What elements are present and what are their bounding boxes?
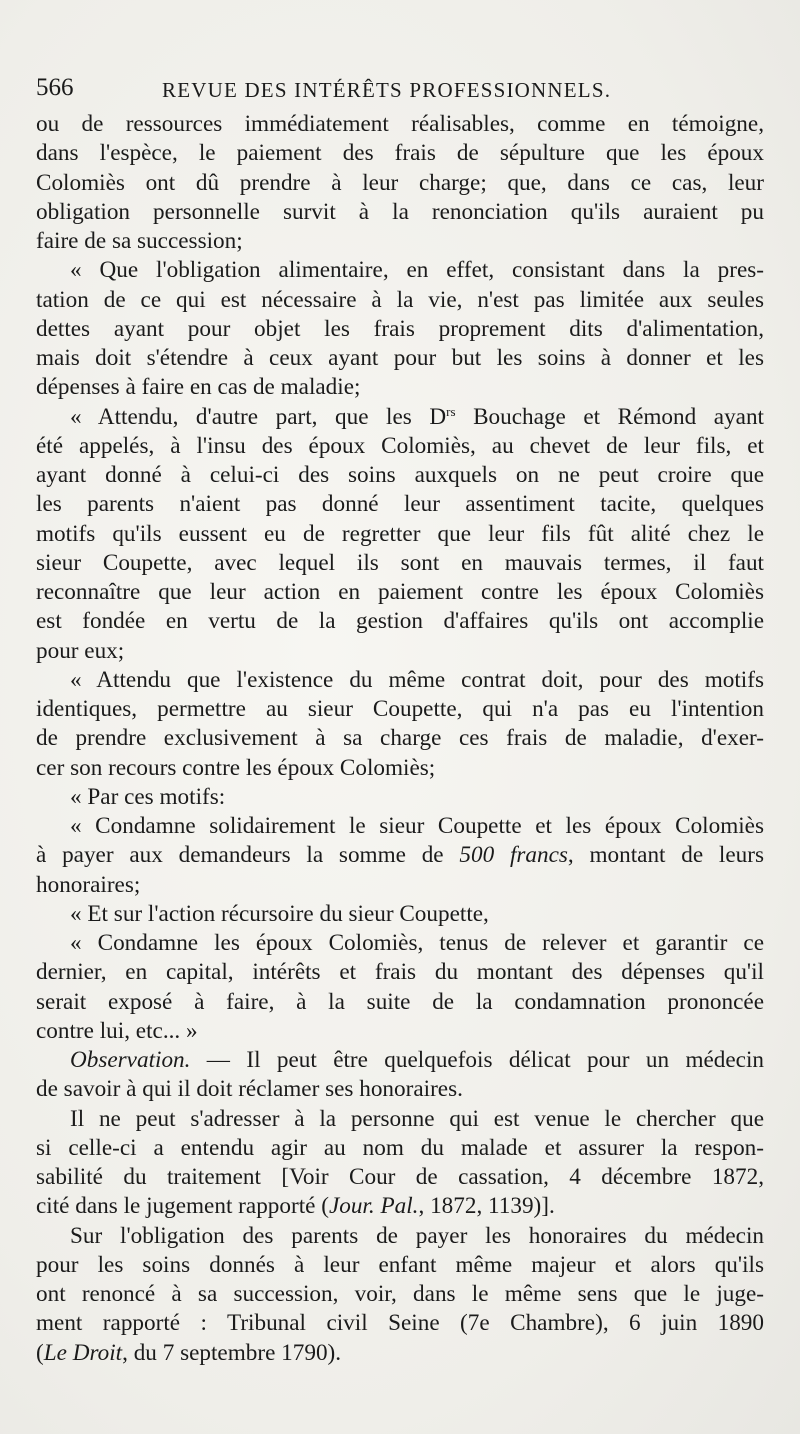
text-line [36,695,764,724]
body-text [36,110,764,1368]
text-line [36,315,764,344]
text-segment: « Attendu, d'autre part, que les D [70,403,447,430]
text-segment: « Par ces motifs: [70,783,226,810]
text-line [36,432,764,461]
text-line [36,1339,764,1368]
text-line [36,110,764,139]
text-line [36,754,764,783]
text-line [36,724,764,753]
text-line [36,958,764,987]
text-segment: reconnaître que leur action en paiement contre les époux Colomiès [36,579,764,605]
text-line [36,169,764,198]
text-segment: , 1872, 1139)]. [418,1193,555,1220]
text-line [36,1280,764,1309]
text-segment: pour les soins donnés à leur enfant même majeur et alors qu'ils [36,1251,764,1278]
text-segment: de prendre exclusivement à sa charge ces frais de maladie, d'exer- [36,725,764,752]
text-segment: dépenses à faire en cas de maladie; [36,374,361,401]
text-segment: 500 francs [459,842,568,869]
text-segment: motifs qu'ils eussent eu de regretter que leur fils fût alité chez le [36,520,764,547]
text-segment: « Que l'obligation alimentaire, en effet, consistant dans la pres- [70,257,764,284]
text-segment: Observation. [70,1047,191,1073]
text-line [36,490,764,519]
text-segment: dans l'espèce, le paiement des frais de sépulture que les époux [36,140,764,167]
text-line [36,1309,764,1338]
text-segment: à payer aux demandeurs la somme de [36,842,460,869]
text-segment: pour eux; [36,637,125,664]
text-line [36,1251,764,1280]
text-segment: « Attendu que l'existence du même contrat doit, pour des motifs [70,666,764,693]
text-line [36,256,764,285]
text-segment: ( [36,1339,44,1366]
text-line [36,988,764,1017]
text-line [36,637,764,666]
text-segment: « Et sur l'action récursoire du sieur Coupette, [70,900,489,927]
text-line [36,783,764,812]
page-number: 566 [36,74,74,101]
text-segment: , du 7 septembre 1790). [122,1339,342,1366]
text-segment: si celle-ci a entendu agir au nom du malade et assurer la respon- [36,1134,764,1161]
text-line [36,1192,764,1221]
text-segment: sabilité du traitement [Voir Cour de cassation, 4 décembre 1872, [36,1164,764,1190]
text-line [36,227,764,256]
text-line [36,1134,764,1163]
text-segment: Jour. Pal. [328,1193,419,1220]
text-segment: Le Droit [43,1339,123,1366]
text-segment: , montant de leurs [567,842,764,869]
text-line [36,929,764,958]
text-segment: rs [446,403,456,419]
running-header [36,74,756,108]
text-segment: est fondée en vertu de la gestion d'affaires qu'ils ont accomplie [36,608,764,635]
text-segment: ment rapporté : Tribunal civil Seine (7e Chambre), 6 juin 1890 [36,1310,764,1337]
text-line [36,344,764,373]
text-line [36,403,764,432]
text-segment: les parents n'aient pas donné leur assentiment tacite, quelques [36,491,764,518]
text-line [36,1163,764,1192]
text-line [36,607,764,636]
text-segment: sieur Coupette, avec lequel ils sont en mauvais termes, il faut [36,549,764,576]
text-segment: identiques, permettre au sieur Coupette, qui n'a pas eu l'intention [36,696,764,722]
text-line [36,900,764,929]
text-segment: cer son recours contre les époux Colomiès; [36,754,436,781]
text-line [36,139,764,168]
text-line [36,1105,764,1134]
text-line [36,1075,764,1104]
text-line [36,461,764,490]
text-segment: dernier, en capital, intérêts et frais du montant des dépenses qu'il [36,959,764,986]
text-line [36,871,764,900]
text-line [36,1017,764,1046]
text-segment: ayant donné à celui-ci des soins auxquels on ne peut croire que [36,462,764,488]
text-segment: Colomiès ont dû prendre à leur charge; que, dans ce cas, leur [36,169,764,196]
text-line [36,578,764,607]
text-line [36,1222,764,1251]
text-segment: contre lui, etc... » [36,1017,198,1044]
text-line [36,666,764,695]
text-segment: dettes ayant pour objet les frais proprement dits d'alimentation, [36,315,764,342]
text-segment: serait exposé à faire, à la suite de la condamnation prononcée [36,988,764,1015]
text-segment: ou de ressources immédiatement réalisables, comme en témoigne, [36,111,764,137]
text-line [36,812,764,841]
text-line [36,549,764,578]
text-segment: « Condamne solidairement le sieur Coupette et les époux Colomiès [70,813,764,839]
text-segment: ont renoncé à sa succession, voir, dans le même sens que le juge- [36,1281,764,1307]
text-segment: honoraires; [36,871,141,898]
text-line [36,1046,764,1075]
text-segment: Sur l'obligation des parents de payer les honoraires du médecin [70,1222,764,1249]
text-line [36,286,764,315]
text-segment: de savoir à qui il doit réclamer ses honoraires. [36,1076,463,1103]
text-segment: obligation personnelle survit à la renonciation qu'ils auraient pu [36,198,764,225]
text-segment: été appelés, à l'insu des époux Colomiès, au chevet de leur fils, et [36,432,764,459]
text-segment: — Il peut être quelquefois délicat pour un médecin [190,1047,764,1073]
text-segment: cité dans le jugement rapporté ( [36,1193,329,1220]
text-segment: Il ne peut s'adresser à la personne qui est venue le chercher que [70,1105,764,1132]
text-line [36,520,764,549]
text-line [36,198,764,227]
running-title: REVUE DES INTÉRÊTS PROFESSIONNELS. [162,78,612,102]
text-segment: « Condamne les époux Colomiès, tenus de relever et garantir ce [70,930,764,956]
text-line [36,841,764,870]
text-segment: Bouchage et Rémond ayant [455,403,764,430]
text-segment: faire de sa succession; [36,228,243,254]
text-line [36,373,764,402]
text-segment: mais doit s'étendre à ceux ayant pour but les soins à donner et les [36,345,764,371]
text-segment: tation de ce qui est nécessaire à la vie, n'est pas limitée aux seules [36,286,764,313]
